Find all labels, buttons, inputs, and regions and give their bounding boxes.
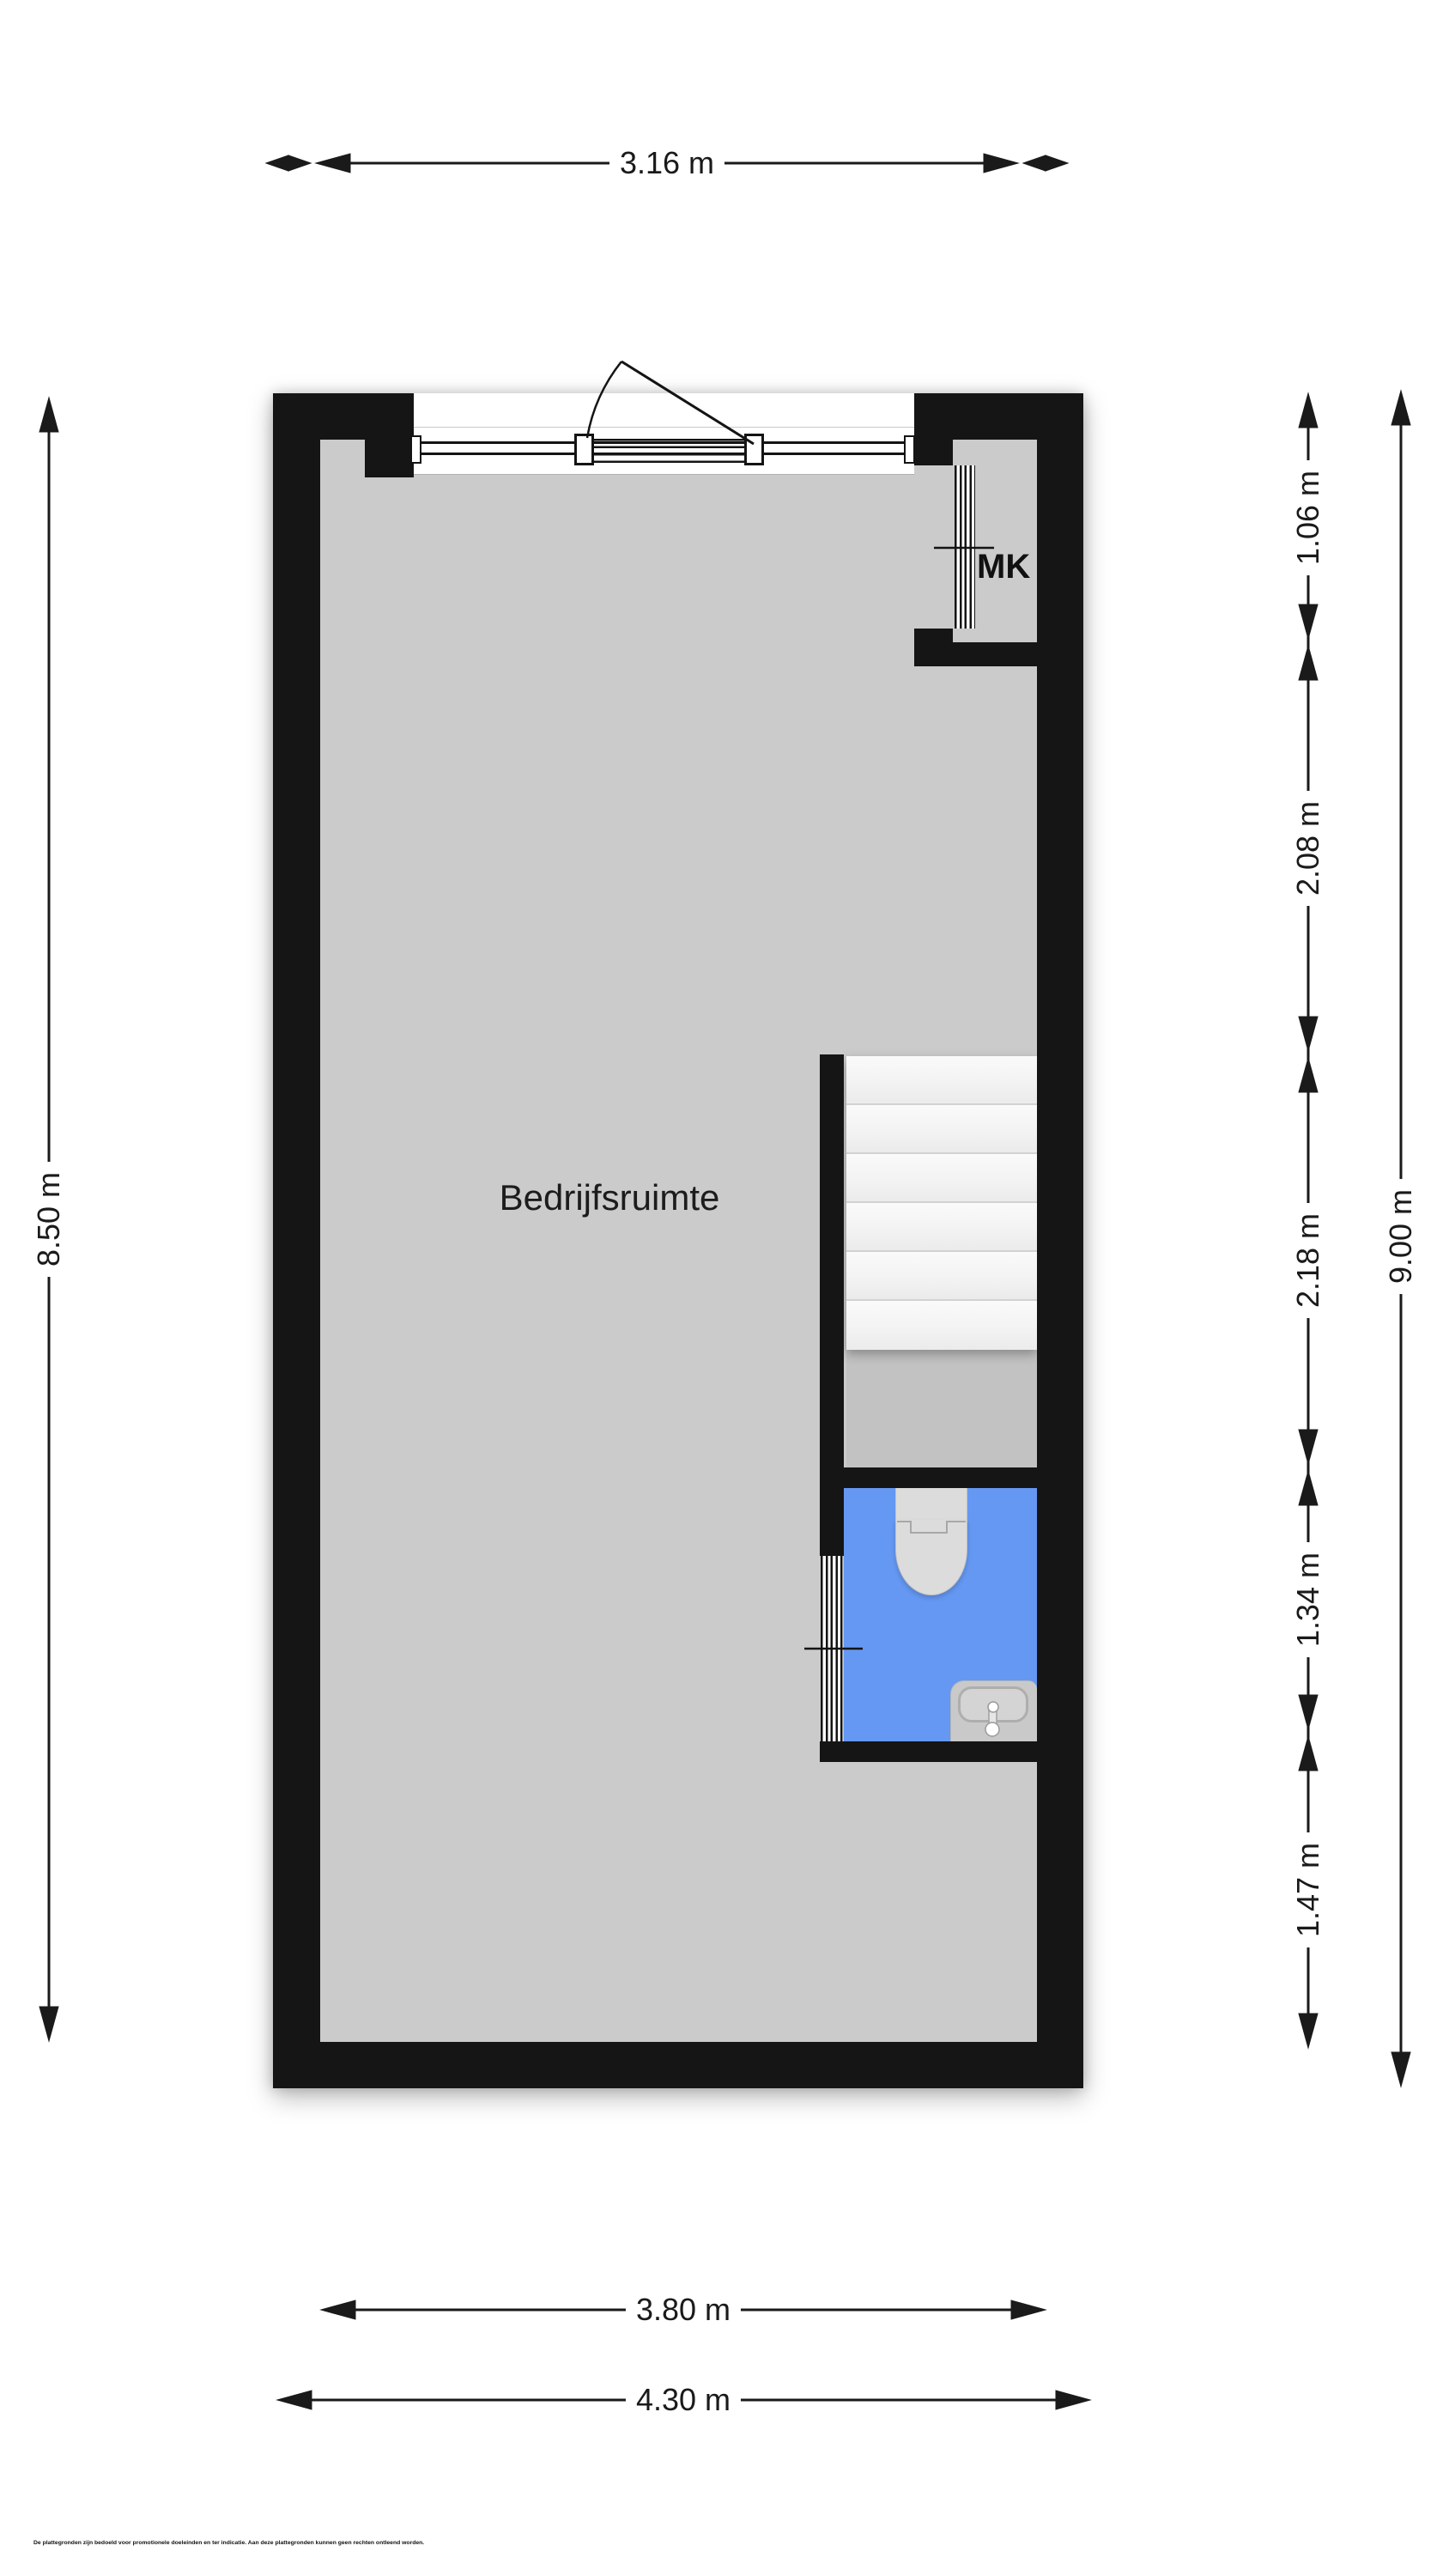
dim-label-left-height: 8.50 m [30, 1162, 68, 1277]
dim-label-segment-5: 1.47 m [1289, 1832, 1327, 1947]
dim-label-segment-1: 1.06 m [1289, 460, 1327, 575]
room-label: Bedrijfsruimte [499, 1177, 720, 1218]
dim-label-bottom-inner: 3.80 m [626, 2291, 741, 2329]
dim-label-right-total: 9.00 m [1382, 1179, 1420, 1294]
closet-label: MK [977, 548, 1031, 586]
entrance-door-swing [587, 361, 754, 444]
dim-label-segment-4: 1.34 m [1289, 1542, 1327, 1657]
disclaimer-text: De plattegronden zijn bedoeld voor promotionele doeleinden en ter indicatie. Aan deze plattegronden kunnen geen rechten ontleend worden. [33, 2540, 425, 2546]
dim-label-top-width: 3.16 m [609, 144, 724, 182]
dim-label-bottom-outer: 4.30 m [626, 2381, 741, 2419]
dim-label-segment-2: 2.08 m [1289, 791, 1327, 906]
dim-label-segment-3: 2.18 m [1289, 1203, 1327, 1318]
toilet-seam [897, 1522, 966, 1533]
sink-faucet [985, 1702, 999, 1736]
